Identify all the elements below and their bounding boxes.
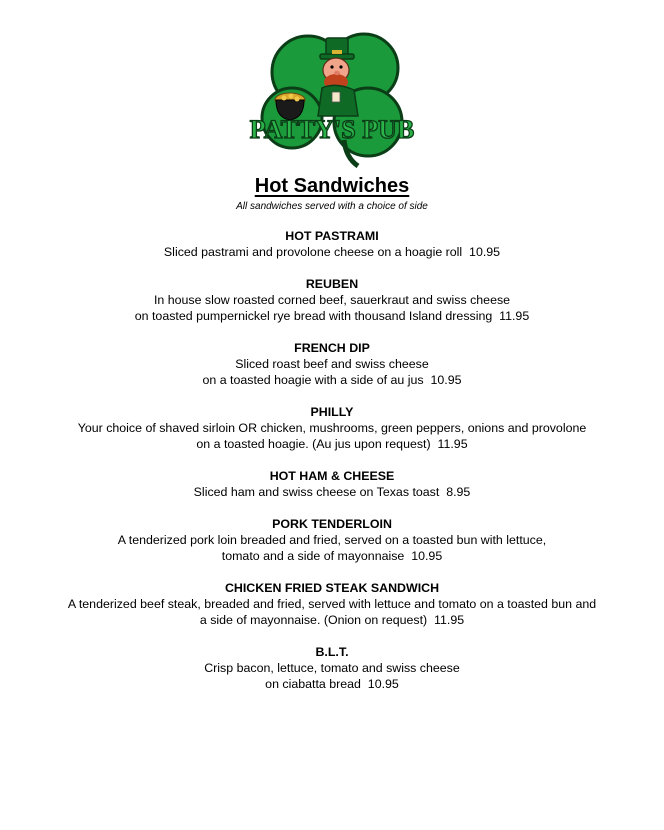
menu-item [0,276,664,324]
menu-item-description: a side of mayonnaise. (Onion on request) 11.95 [199,613,465,627]
menu-item-description: on a toasted hoagie with a side of au jus 10.95 [202,373,462,387]
menu-item-name: B.L.T. [315,645,349,659]
menu-item [0,404,664,452]
pattys-pub-logo [246,30,418,168]
menu-item-description: A tenderized beef steak, breaded and fried, served with lettuce and tomato on a toasted bun and [67,597,597,611]
menu-item-name: CHICKEN FRIED STEAK SANDWICH [224,581,440,595]
menu-item-description: Sliced roast beef and swiss cheese [235,357,429,371]
menu-item-name: REUBEN [305,277,359,291]
menu-item-description: on toasted pumpernickel rye bread with thousand Island dressing 11.95 [134,309,530,323]
menu-item [0,580,664,628]
page-subtitle: All sandwiches served with a choice of side [236,201,428,212]
menu-item-description: on a toasted hoagie. (Au jus upon request) 11.95 [196,437,468,451]
menu-item-description: tomato and a side of mayonnaise 10.95 [221,549,443,563]
menu-item [0,228,664,260]
menu-item-name: HOT HAM & CHEESE [269,469,395,483]
menu-item-name: PHILLY [310,405,354,419]
menu-item-description: on ciabatta bread 10.95 [265,677,399,691]
menu-item [0,516,664,564]
menu-item-name: HOT PASTRAMI [285,229,379,243]
menu-list [0,228,664,708]
menu-item-description: Crisp bacon, lettuce, tomato and swiss cheese [204,661,460,675]
menu-item-description: A tenderized pork loin breaded and fried, served on a toasted bun with lettuce, [117,533,547,547]
menu-item-description: Sliced pastrami and provolone cheese on a hoagie roll 10.95 [163,245,501,259]
menu-item [0,644,664,692]
menu-item-description: In house slow roasted corned beef, sauerkraut and swiss cheese [153,293,511,307]
menu-item-name: FRENCH DIP [294,341,370,355]
menu-item-description: Your choice of shaved sirloin OR chicken, mushrooms, green peppers, onions and provolone [77,421,587,435]
logo-text: PATTY'S PUB [249,115,415,144]
menu-item-description: Sliced ham and swiss cheese on Texas toast 8.95 [193,485,471,499]
page-title: Hot Sandwiches [254,175,410,197]
menu-item [0,340,664,388]
menu-item [0,468,664,500]
menu-item-name: PORK TENDERLOIN [272,517,392,531]
